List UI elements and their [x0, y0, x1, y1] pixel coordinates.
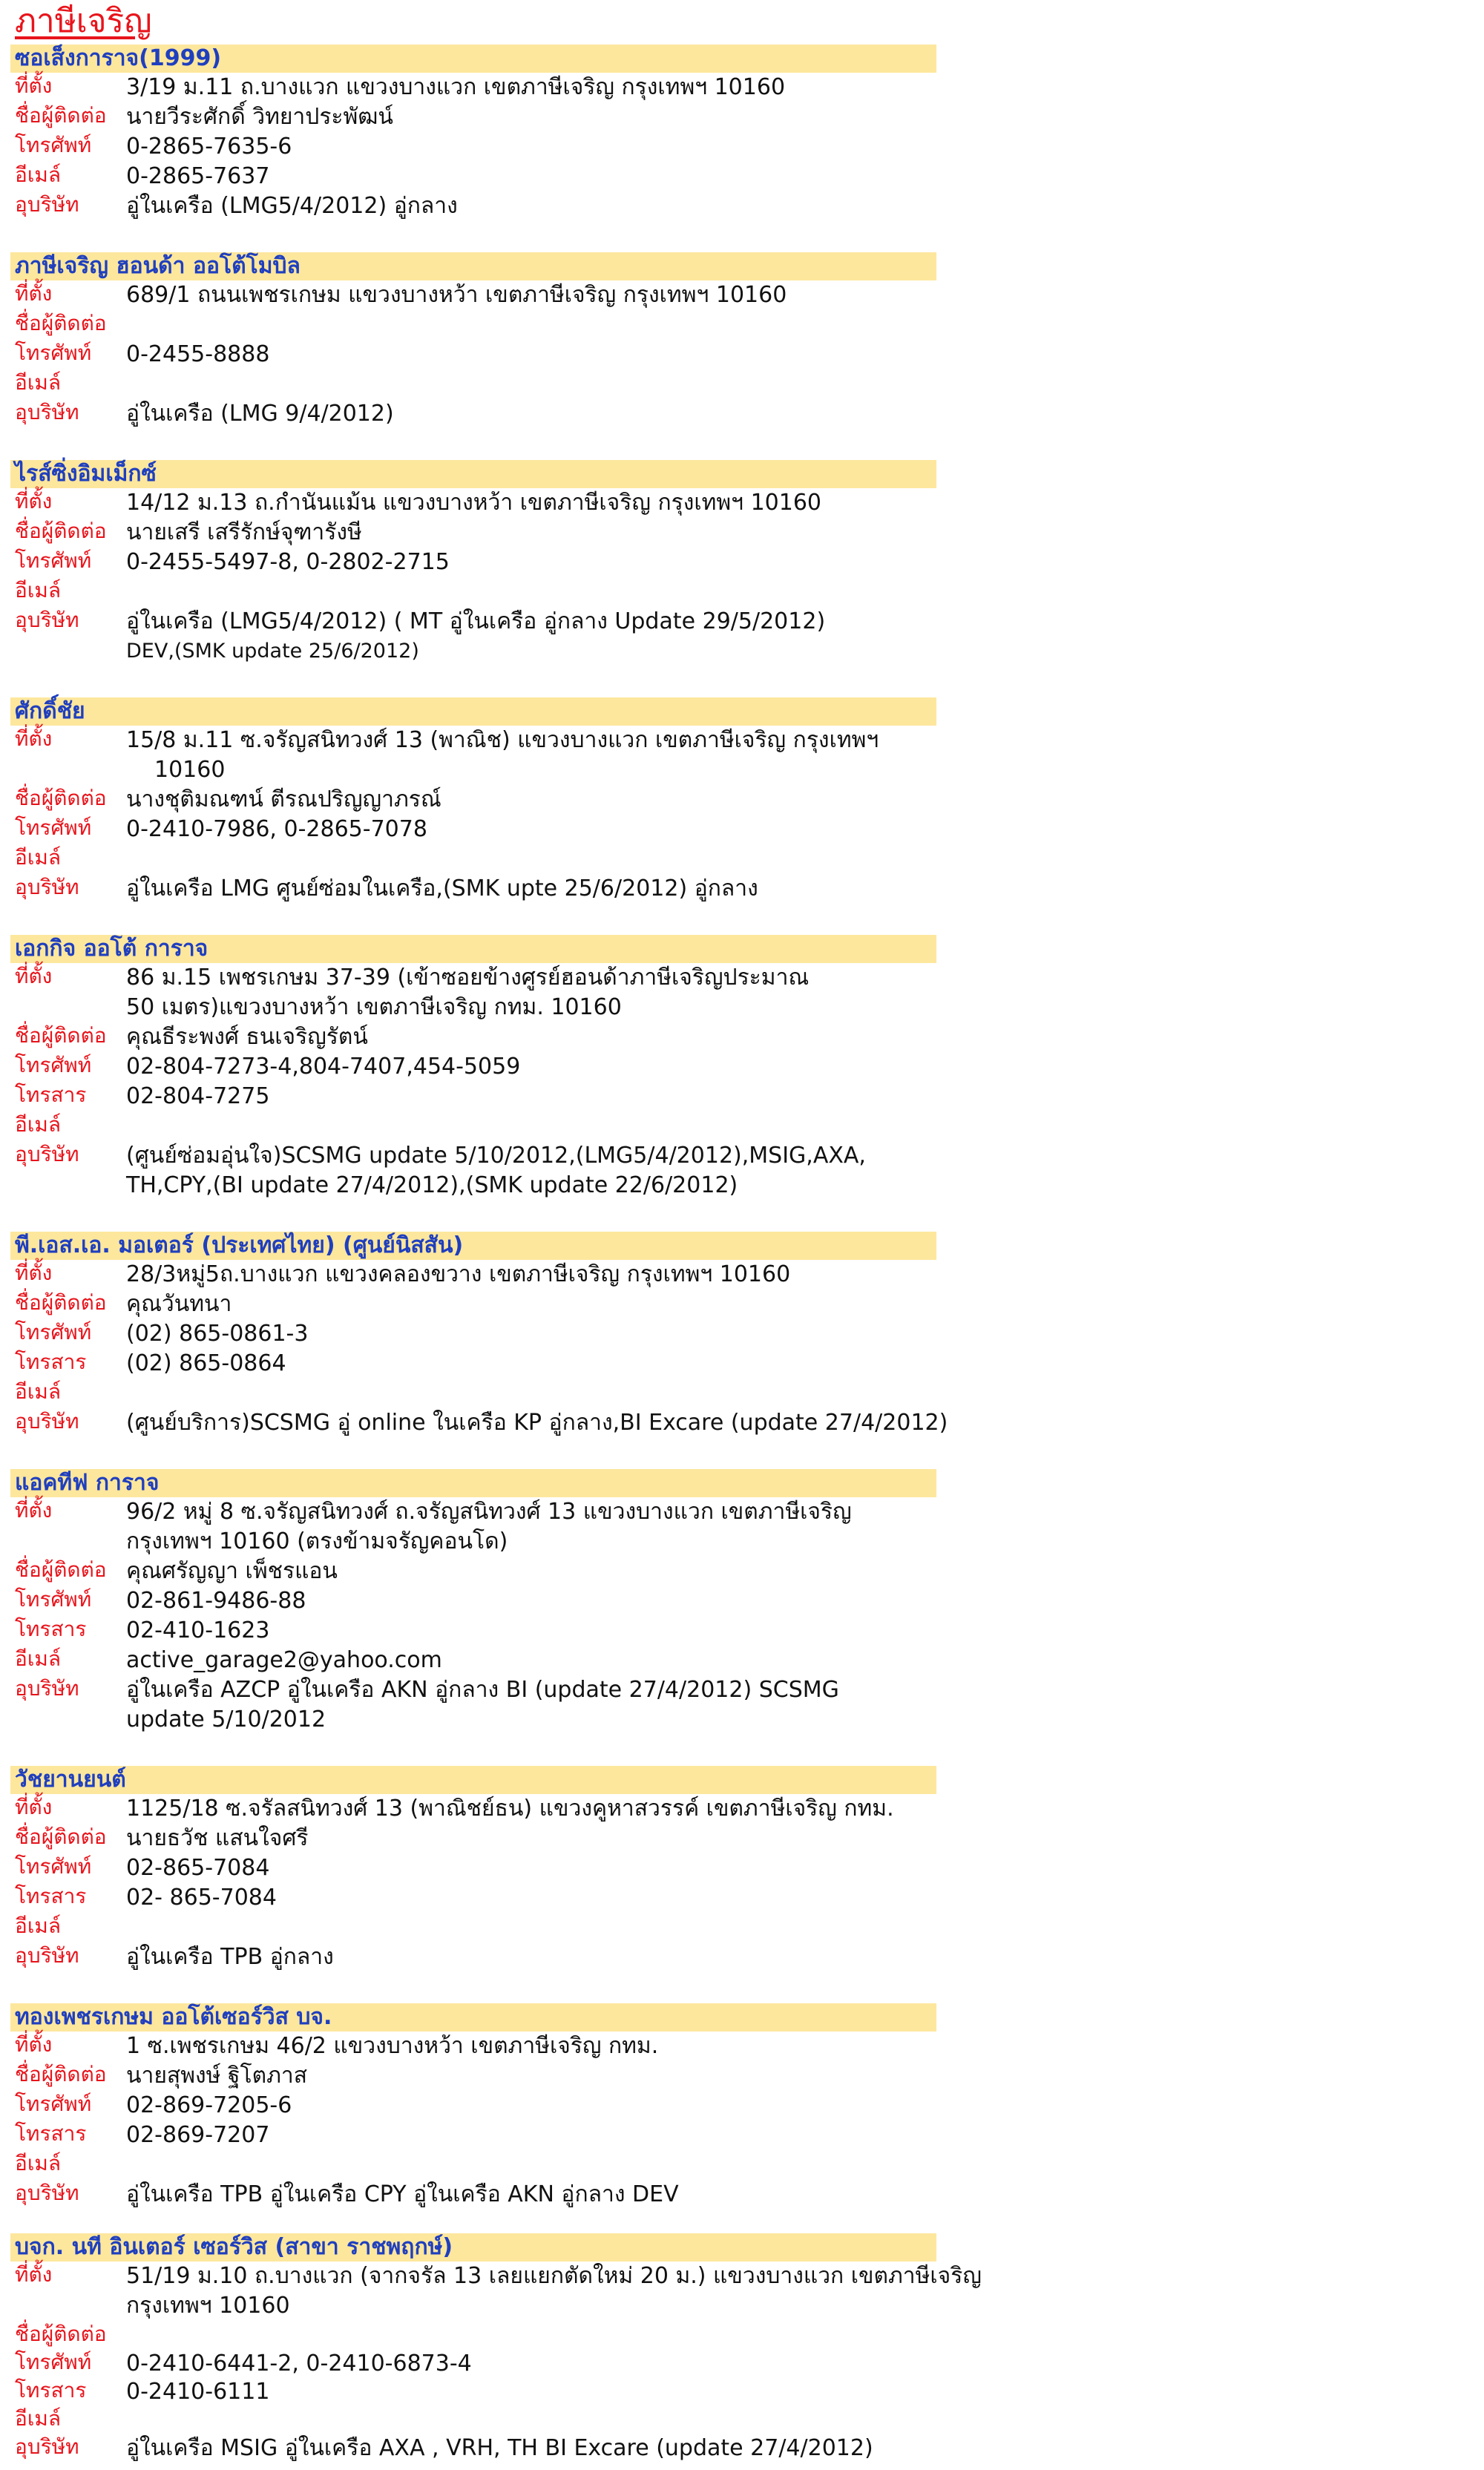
page-title: ภาษีเจริญ	[15, 2, 152, 40]
garage-header	[10, 1232, 936, 1260]
phone-value: 0-2410-6441-2, 0-2410-6873-4	[126, 2351, 472, 2377]
email-label: อีเมล์	[15, 1112, 62, 1137]
address-line: 96/2 หมู่ 8 ซ.จรัญสนิทวงศ์ ถ.จรัญสนิทวงศ์ 13 แขวงบางแวก เขตภาษีเจริญ	[126, 1499, 852, 1525]
contact-label: ชื่อผู้ติดต่อ	[15, 786, 107, 810]
email-label: อีเมล์	[15, 1646, 62, 1671]
address-value: 1125/18 ซ.จรัลสนิทวงศ์ 13 (พาณิชย์ธน) แขวงคูหาสวรรค์ เขตภาษีเจริญ กทม.	[126, 1796, 894, 1822]
insurer-label: อุบริษัท	[15, 608, 79, 632]
contact-label: ชื่อผู้ติดต่อ	[15, 1290, 107, 1315]
garage-header	[10, 1766, 936, 1794]
fax-value: 0-2410-6111	[126, 2379, 270, 2405]
insurer-label: อุบริษัท	[15, 2181, 79, 2205]
fax-value: (02) 865-0864	[126, 1350, 286, 1376]
insurer-label: อุบริษัท	[15, 1142, 79, 1166]
insurer-value	[126, 1141, 866, 1200]
address-line: 10160	[154, 757, 226, 783]
insurer-label: อุบริษัท	[15, 400, 79, 424]
insurer-value	[126, 1675, 839, 1735]
contact-value: นายวีระศักดิ์ วิทยาประพัฒน์	[126, 104, 393, 130]
fax-value: 02-804-7275	[126, 1083, 270, 1109]
contact-value: นางชุติมณฑน์ ตีรณปริญญาภรณ์	[126, 786, 441, 812]
garage-header	[10, 2003, 936, 2031]
fax-label: โทรสาร	[15, 1350, 87, 1374]
insurer-value: อู่ในเครือ (LMG 9/4/2012)	[126, 401, 394, 427]
insurer-label: อุบริษัท	[15, 2434, 79, 2459]
garage-name: ศักดิ์ชัย	[15, 698, 85, 724]
address-label: ที่ตั้ง	[15, 489, 53, 513]
address-value	[126, 2262, 982, 2321]
email-label: อีเมล์	[15, 370, 62, 395]
fax-value: 02-869-7207	[126, 2122, 270, 2148]
address-label: ที่ตั้ง	[15, 281, 53, 306]
garage-name: เอกกิจ ออโต้ การาจ	[15, 936, 209, 962]
fax-label: โทรสาร	[15, 2121, 87, 2146]
address-value: 14/12 ม.13 ถ.กำนันแม้น แขวงบางหว้า เขตภาษีเจริญ กรุงเทพฯ 10160	[126, 490, 822, 516]
contact-value: คุณวันทนา	[126, 1291, 232, 1317]
insurer-value	[126, 607, 825, 666]
phone-label: โทรศัพท์	[15, 548, 92, 573]
fax-label: โทรสาร	[15, 1617, 87, 1641]
address-value: 3/19 ม.11 ถ.บางแวก แขวงบางแวก เขตภาษีเจริญ กรุงเทพฯ 10160	[126, 74, 786, 100]
fax-value: 02- 865-7084	[126, 1885, 277, 1911]
garage-name: แอคทีฟ การาจ	[15, 1470, 160, 1496]
contact-value: นายเสรี เสรีรักษ์จุฑารังษี	[126, 519, 362, 545]
garage-header	[10, 935, 936, 963]
address-value: 1 ซ.เพชรเกษม 46/2 แขวงบางหว้า เขตภาษีเจริญ กทม.	[126, 2033, 659, 2059]
garage-header	[10, 460, 936, 488]
address-label: ที่ตั้ง	[15, 2262, 53, 2287]
fax-label: โทรสาร	[15, 1083, 87, 1107]
garage-header	[10, 252, 936, 280]
contact-label: ชื่อผู้ติดต่อ	[15, 103, 107, 128]
insurer-line: อู่ในเครือ (LMG5/4/2012) ( MT อู่ในเครือ อู่กลาง Update 29/5/2012)	[126, 608, 826, 634]
phone-label: โทรศัพท์	[15, 815, 92, 840]
contact-value: คุณศรัญญา เพ็ชรแอน	[126, 1558, 338, 1584]
insurer-label: อุบริษัท	[15, 875, 79, 899]
phone-label: โทรศัพท์	[15, 1587, 92, 1612]
insurer-line: (ศูนย์ซ่อมอุ่นใจ)SCSMG update 5/10/2012,(LMG5/4/2012),MSIG,AXA,	[126, 1143, 866, 1169]
insurer-value: อู่ในเครือ TPB อู่กลาง	[126, 1944, 334, 1970]
address-label: ที่ตั้ง	[15, 2032, 53, 2057]
insurer-label: อุบริษัท	[15, 1676, 79, 1701]
phone-value: 0-2455-5497-8, 0-2802-2715	[126, 549, 450, 575]
phone-label: โทรศัพท์	[15, 341, 92, 365]
insurer-value: (ศูนย์บริการ)SCSMG อู่ online ในเครือ KP อู่กลาง,BI Excare (update 27/4/2012)	[126, 1410, 948, 1436]
insurer-line: อู่ในเครือ AZCP อู่ในเครือ AKN อู่กลาง BI (update 27/4/2012) SCSMG	[126, 1677, 839, 1703]
garage-header	[10, 2233, 936, 2262]
address-line: 15/8 ม.11 ซ.จรัญสนิทวงศ์ 13 (พาณิช) แขวงบางแวก เขตภาษีเจริญ กรุงเทพฯ	[126, 727, 879, 753]
fax-value: 02-410-1623	[126, 1617, 270, 1643]
phone-label: โทรศัพท์	[15, 1854, 92, 1879]
phone-value: 0-2455-8888	[126, 341, 270, 367]
insurer-line: update 5/10/2012	[126, 1707, 326, 1732]
insurer-label: อุบริษัท	[15, 192, 79, 217]
fax-label: โทรสาร	[15, 1884, 87, 1908]
insurer-label: อุบริษัท	[15, 1943, 79, 1968]
phone-label: โทรศัพท์	[15, 1320, 92, 1344]
garage-name: ทองเพชรเกษม ออโต้เซอร์วิส บจ.	[15, 2004, 332, 2030]
contact-label: ชื่อผู้ติดต่อ	[15, 2062, 107, 2086]
address-label: ที่ตั้ง	[15, 726, 53, 751]
address-line: กรุงเทพฯ 10160 (ตรงข้ามจรัญคอนโด)	[126, 1528, 508, 1554]
email-value: 0-2865-7637	[126, 163, 270, 189]
phone-value: 02-804-7273-4,804-7407,454-5059	[126, 1054, 521, 1080]
garage-name: ซอเส็งการาจ(1999)	[15, 45, 222, 71]
garage-name: ไรส์ซิ่งอิมเม็กซ์	[15, 461, 157, 487]
contact-label: ชื่อผู้ติดต่อ	[15, 519, 107, 543]
garage-name: วัชยานยนต์	[15, 1767, 126, 1793]
garage-name: บจก. นที อินเตอร์ เซอร์วิส (สาขา ราชพฤกษ์)	[15, 2234, 453, 2260]
insurer-value: อู่ในเครือ LMG ศูนย์ซ่อมในเครือ,(SMK upte 25/6/2012) อู่กลาง	[126, 876, 758, 901]
phone-value: 0-2865-7635-6	[126, 134, 292, 160]
email-label: อีเมล์	[15, 578, 62, 602]
phone-label: โทรศัพท์	[15, 2350, 92, 2374]
garage-name: พี.เอส.เอ. มอเตอร์ (ประเทศไทย) (ศูนย์นิสสัน)	[15, 1232, 464, 1258]
address-value	[126, 963, 809, 1022]
phone-label: โทรศัพท์	[15, 2092, 92, 2116]
garage-header	[10, 45, 936, 73]
address-value: 28/3หมู่5ถ.บางแวก แขวงคลองขวาง เขตภาษีเจริญ กรุงเทพฯ 10160	[126, 1261, 791, 1287]
address-line: 50 เมตร)แขวงบางหว้า เขตภาษีเจริญ กทม. 10160	[126, 994, 622, 1020]
address-value	[126, 1497, 852, 1557]
phone-value: 02-869-7205-6	[126, 2092, 292, 2118]
email-label: อีเมล์	[15, 1379, 62, 1404]
insurer-value: อู่ในเครือ MSIG อู่ในเครือ AXA , VRH, TH BI Excare (update 27/4/2012)	[126, 2435, 873, 2461]
garage-header	[10, 1469, 936, 1497]
contact-value: นายสุพงษ์ ฐิโตภาส	[126, 2063, 308, 2089]
contact-label: ชื่อผู้ติดต่อ	[15, 1557, 107, 1582]
phone-value: 02-865-7084	[126, 1855, 270, 1881]
email-label: อีเมล์	[15, 2151, 62, 2175]
insurer-line: TH,CPY,(BI update 27/4/2012),(SMK update 22/6/2012)	[126, 1172, 738, 1198]
contact-label: ชื่อผู้ติดต่อ	[15, 311, 107, 335]
fax-label: โทรสาร	[15, 2378, 87, 2402]
address-label: ที่ตั้ง	[15, 1498, 53, 1523]
contact-value: คุณธีระพงศ์ ธนเจริญรัตน์	[126, 1024, 368, 1050]
garage-name: ภาษีเจริญ ฮอนด้า ออโต้โมบิล	[15, 253, 301, 279]
contact-label: ชื่อผู้ติดต่อ	[15, 1824, 107, 1849]
email-label: อีเมล์	[15, 845, 62, 870]
address-line: 51/19 ม.10 ถ.บางแวก (จากจรัล 13 เลยแยกตัดใหม่ 20 ม.) แขวงบางแวก เขตภาษีเจริญ	[126, 2263, 982, 2289]
phone-value: 02-861-9486-88	[126, 1588, 306, 1614]
email-value: active_garage2@yahoo.com	[126, 1647, 442, 1673]
contact-label: ชื่อผู้ติดต่อ	[15, 1023, 107, 1048]
address-label: ที่ตั้ง	[15, 1261, 53, 1285]
phone-value: (02) 865-0861-3	[126, 1321, 309, 1347]
address-line: กรุงเทพฯ 10160	[126, 2293, 290, 2319]
email-label: อีเมล์	[15, 2406, 62, 2431]
email-label: อีเมล์	[15, 1914, 62, 1938]
contact-label: ชื่อผู้ติดต่อ	[15, 2322, 107, 2346]
address-label: ที่ตั้ง	[15, 1795, 53, 1819]
address-label: ที่ตั้ง	[15, 964, 53, 988]
address-value	[126, 726, 879, 785]
garage-header	[10, 697, 936, 726]
address-line: 86 ม.15 เพชรเกษม 37-39 (เข้าซอยข้างศูรย์ฮอนด้าภาษีเจริญประมาณ	[126, 965, 810, 991]
address-label: ที่ตั้ง	[15, 73, 53, 98]
insurer-label: อุบริษัท	[15, 1409, 79, 1433]
phone-label: โทรศัพท์	[15, 1053, 92, 1077]
contact-value: นายธวัช แสนใจศรี	[126, 1825, 309, 1851]
address-value: 689/1 ถนนเพชรเกษม แขวงบางหว้า เขตภาษีเจริญ กรุงเทพฯ 10160	[126, 282, 787, 308]
insurer-line: DEV,(SMK update 25/6/2012)	[126, 640, 419, 663]
insurer-value: อู่ในเครือ TPB อู่ในเครือ CPY อู่ในเครือ AKN อู่กลาง DEV	[126, 2181, 679, 2207]
phone-label: โทรศัพท์	[15, 133, 92, 157]
insurer-value: อู่ในเครือ (LMG5/4/2012) อู่กลาง	[126, 193, 458, 219]
phone-value: 0-2410-7986, 0-2865-7078	[126, 816, 427, 842]
email-label: อีเมล์	[15, 162, 62, 187]
